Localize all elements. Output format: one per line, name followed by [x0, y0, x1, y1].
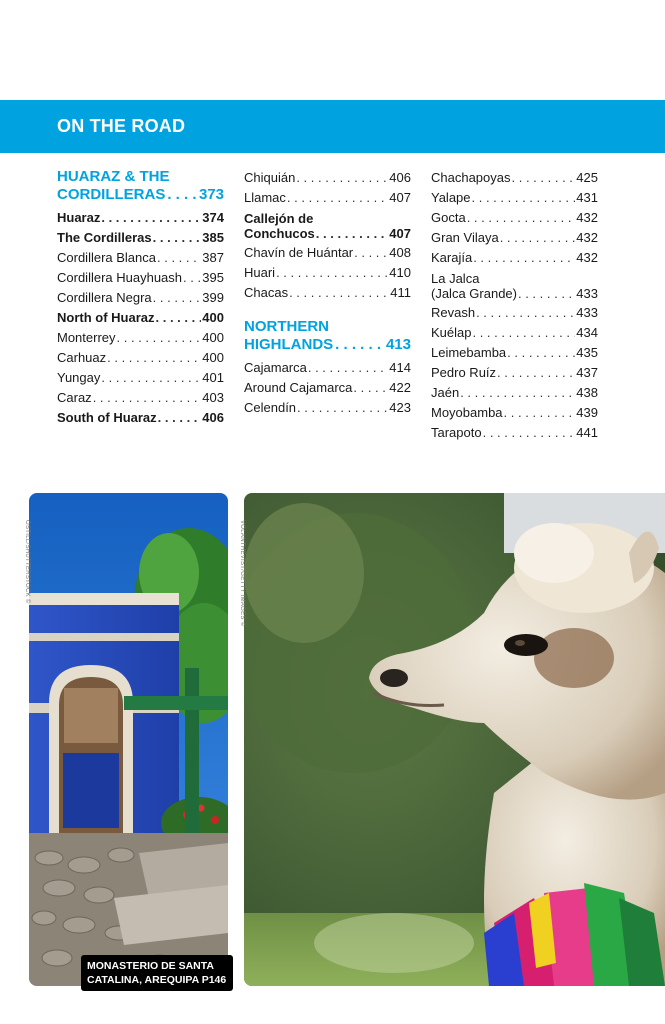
entry-name-line2: Conchucos — [244, 226, 315, 241]
entry-name: The Cordilleras — [57, 230, 152, 245]
dot-leader — [157, 248, 201, 268]
entry-page: 374 — [202, 210, 224, 225]
entry-page: 423 — [389, 400, 411, 415]
spacer — [244, 303, 411, 318]
entry-page: 438 — [576, 385, 598, 400]
toc-entry[interactable] — [431, 343, 598, 363]
toc-entry[interactable] — [57, 288, 224, 308]
entry-name: Huari — [244, 265, 276, 280]
entry-page: 395 — [202, 270, 224, 285]
toc-entry[interactable] — [431, 323, 598, 343]
entry-name: Karajía — [431, 250, 473, 265]
dot-leader — [483, 423, 576, 443]
entry-page: 406 — [389, 170, 411, 185]
toc-entry[interactable] — [57, 308, 224, 328]
alpaca-photo — [244, 493, 665, 986]
dot-leader — [158, 408, 202, 428]
entry-name: Monterrey — [57, 330, 116, 345]
toc-entry[interactable] — [57, 208, 224, 228]
toc-entry[interactable] — [431, 423, 598, 443]
entry-name: Yungay — [57, 370, 101, 385]
dot-leader — [473, 248, 575, 268]
entry-page: 439 — [576, 405, 598, 420]
dot-leader — [504, 403, 576, 423]
toc-entry[interactable] — [244, 243, 411, 263]
chapter-heading-huaraz[interactable] — [57, 168, 224, 204]
toc-column-3 — [431, 168, 598, 443]
dot-leader — [308, 358, 388, 378]
toc-entry[interactable] — [244, 168, 411, 188]
entry-name: Cordillera Huayhuash — [57, 270, 183, 285]
toc-entry[interactable] — [431, 271, 598, 301]
entry-name: Leimebamba — [431, 345, 507, 360]
dot-leader — [93, 388, 202, 408]
toc-entry[interactable] — [244, 378, 411, 398]
toc-entry[interactable] — [57, 388, 224, 408]
chapter-heading-line1: NORTHERN — [244, 318, 329, 335]
photo-credit-right: VOLANTHEVIST/GETTY IMAGES © — [239, 520, 245, 627]
entry-name: Yalape — [431, 190, 471, 205]
toc-entry[interactable] — [431, 248, 598, 268]
entry-page: 407 — [389, 226, 411, 241]
photo-credit-left: OSTILL/SHUTTERSTOCK © — [24, 520, 30, 604]
entry-name: North of Huaraz — [57, 310, 155, 325]
dot-leader — [353, 378, 388, 398]
dot-leader — [167, 186, 197, 204]
entry-page: 432 — [576, 250, 598, 265]
entry-name: Tarapoto — [431, 425, 482, 440]
entry-name: Chachapoyas — [431, 170, 511, 185]
toc-entry[interactable] — [431, 188, 598, 208]
dot-leader — [153, 288, 202, 308]
entry-page: 432 — [576, 230, 598, 245]
monastery-illustration — [29, 493, 228, 986]
dot-leader — [500, 228, 576, 248]
dot-leader — [476, 303, 575, 323]
section-banner — [0, 100, 665, 153]
entry-name: Caraz — [57, 390, 92, 405]
toc-entry[interactable] — [244, 398, 411, 418]
dot-leader — [296, 168, 388, 188]
dot-leader — [512, 168, 576, 188]
entry-name: Chiquián — [244, 170, 296, 185]
entry-page: 437 — [576, 365, 598, 380]
dot-leader — [107, 348, 201, 368]
toc-entry[interactable] — [244, 263, 411, 283]
chapter-heading-line2: HIGHLANDS — [244, 336, 334, 353]
monastery-photo — [29, 493, 228, 986]
dot-leader — [497, 363, 575, 383]
toc-entry[interactable] — [431, 383, 598, 403]
entry-name: South of Huaraz — [57, 410, 157, 425]
dot-leader — [276, 263, 388, 283]
entry-page: 400 — [202, 330, 224, 345]
toc-entry[interactable] — [431, 363, 598, 383]
toc-entry[interactable] — [431, 403, 598, 423]
toc-entry[interactable] — [244, 283, 411, 303]
entry-page: 410 — [389, 265, 411, 280]
entry-page: 399 — [202, 290, 224, 305]
entry-page: 431 — [576, 190, 598, 205]
chapter-heading-line1: HUARAZ & THE — [57, 168, 170, 185]
entry-page: 400 — [202, 310, 224, 325]
dot-leader — [335, 336, 384, 354]
entry-name: Moyobamba — [431, 405, 503, 420]
toc-entry[interactable] — [57, 248, 224, 268]
toc-entry[interactable] — [244, 188, 411, 208]
entry-name: Llamac — [244, 190, 286, 205]
entry-page: 387 — [202, 250, 224, 265]
entry-name-line1: Callejón de — [244, 211, 314, 226]
entry-name: Gran Vilaya — [431, 230, 499, 245]
entry-page: 435 — [576, 345, 598, 360]
entry-page: 433 — [576, 286, 598, 301]
toc-entry[interactable] — [57, 228, 224, 248]
entry-name: Cajamarca — [244, 360, 307, 375]
caption-line1: MONASTERIO DE SANTA — [87, 960, 214, 972]
entry-page: 414 — [389, 360, 411, 375]
entry-name: Cordillera Blanca — [57, 250, 156, 265]
dot-leader — [101, 368, 201, 388]
dot-leader — [354, 243, 388, 263]
entry-name: Huaraz — [57, 210, 101, 225]
chapter-heading-line2: CORDILLERAS — [57, 186, 166, 203]
dot-leader — [156, 308, 202, 328]
entry-name: Jaén — [431, 385, 460, 400]
entry-name: Carhuaz — [57, 350, 107, 365]
entry-name-line2: (Jalca Grande) — [431, 286, 517, 301]
caption-line2: CATALINA, AREQUIPA P146 — [87, 974, 227, 986]
toc-entry[interactable] — [57, 328, 224, 348]
entry-page: 407 — [389, 190, 411, 205]
entry-name: Cordillera Negra — [57, 290, 152, 305]
entry-name: Chavín de Huántar — [244, 245, 354, 260]
toc-entry[interactable] — [244, 358, 411, 378]
dot-leader — [472, 188, 576, 208]
chapter-page: 413 — [385, 336, 411, 353]
toc-entry[interactable] — [431, 168, 598, 188]
entry-name: Chacas — [244, 285, 289, 300]
entry-page: 432 — [576, 210, 598, 225]
entry-page: 441 — [576, 425, 598, 440]
dot-leader — [460, 383, 575, 403]
toc-entry[interactable] — [57, 348, 224, 368]
entry-name: Pedro Ruíz — [431, 365, 497, 380]
dot-leader — [507, 343, 575, 363]
toc-entry[interactable] — [57, 268, 224, 288]
dot-leader — [518, 286, 575, 301]
dot-leader — [297, 398, 388, 418]
entry-name: Revash — [431, 305, 476, 320]
toc-entry[interactable] — [244, 211, 411, 241]
chapter-page: 373 — [198, 186, 224, 203]
chapter-heading-northern-highlands[interactable] — [244, 318, 411, 354]
entry-page: 385 — [202, 230, 224, 245]
entry-page: 403 — [202, 390, 224, 405]
entry-page: 434 — [576, 325, 598, 340]
dot-leader — [472, 323, 575, 343]
entry-name: Around Cajamarca — [244, 380, 353, 395]
entry-page: 401 — [202, 370, 224, 385]
photo-caption — [81, 955, 233, 991]
entry-name: Gocta — [431, 210, 466, 225]
alpaca-illustration — [244, 493, 665, 986]
entry-page: 406 — [202, 410, 224, 425]
toc-entry[interactable] — [431, 228, 598, 248]
entry-page: 400 — [202, 350, 224, 365]
toc-column-1 — [57, 168, 224, 428]
entry-page: 408 — [389, 245, 411, 260]
toc-entry[interactable] — [431, 208, 598, 228]
dot-leader — [183, 268, 201, 288]
entry-name-line1: La Jalca — [431, 271, 480, 286]
toc-column-2 — [244, 168, 411, 418]
dot-leader — [101, 208, 201, 228]
dot-leader — [153, 228, 202, 248]
toc-entry[interactable] — [57, 408, 224, 428]
entry-page: 422 — [389, 380, 411, 395]
dot-leader — [289, 283, 389, 303]
toc-entry[interactable] — [57, 368, 224, 388]
entry-page: 425 — [576, 170, 598, 185]
dot-leader — [117, 328, 202, 348]
entry-page: 411 — [390, 285, 411, 300]
toc-entry[interactable] — [431, 303, 598, 323]
dot-leader — [287, 188, 388, 208]
entry-name: Celendín — [244, 400, 297, 415]
banner-title: ON THE ROAD — [57, 116, 186, 136]
dot-leader — [316, 226, 389, 241]
entry-name: Kuélap — [431, 325, 472, 340]
entry-page: 433 — [576, 305, 598, 320]
dot-leader — [467, 208, 576, 228]
